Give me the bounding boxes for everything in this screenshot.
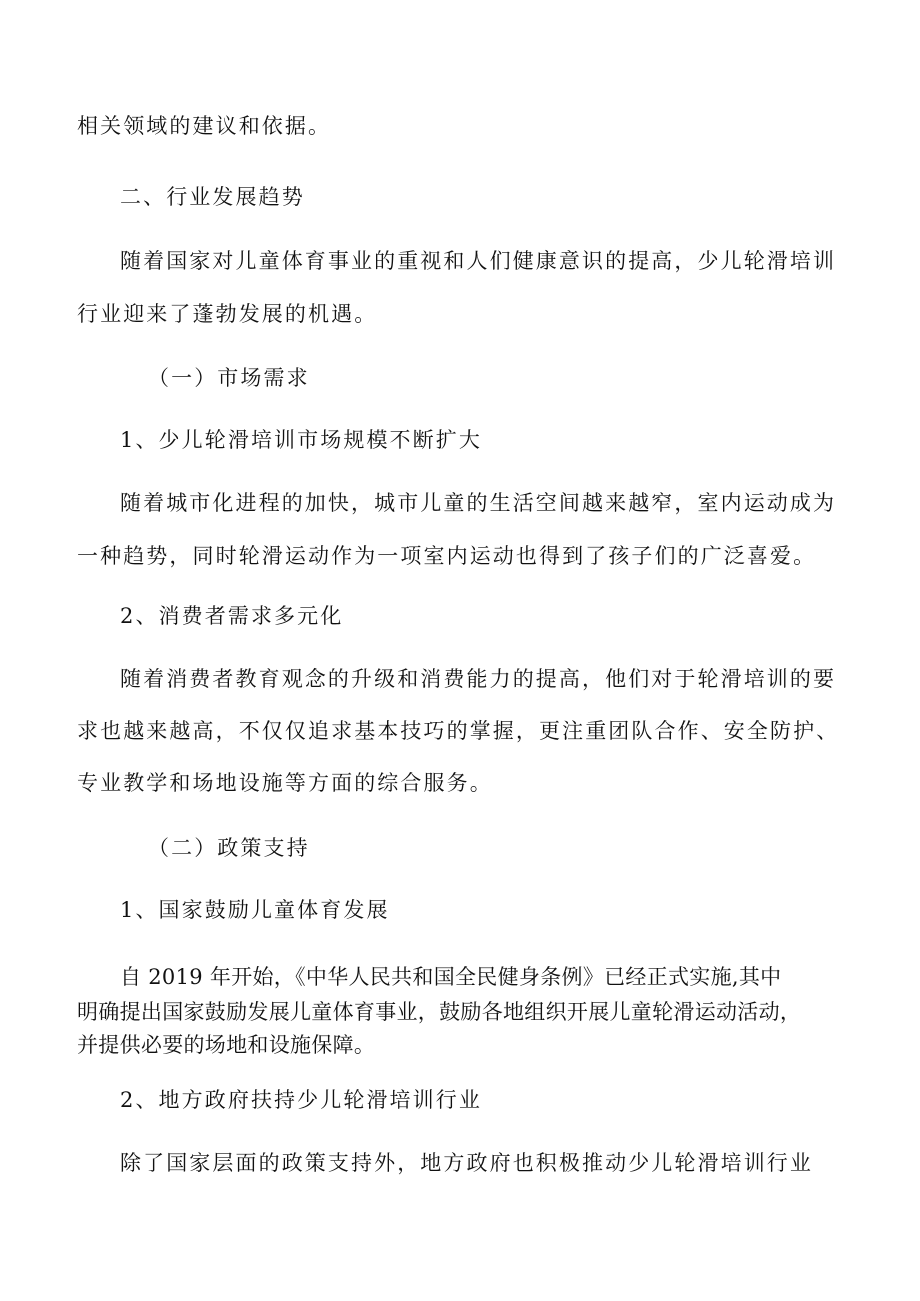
item-heading-local-government-support: 2、地方政府扶持少儿轮滑培训行业	[120, 1088, 482, 1112]
paragraph-line: 随着消费者教育观念的升级和消费能力的提高，他们对于轮滑培训的要	[120, 667, 837, 691]
item-heading-national-encouragement: 1、国家鼓励儿童体育发展	[120, 898, 390, 922]
paragraph-line: 随着国家对儿童体育事业的重视和人们健康意识的提高，少儿轮滑培训	[120, 249, 837, 273]
paragraph-line: 专业教学和场地设施等方面的综合服务。	[77, 771, 493, 795]
paragraph-line: 并提供必要的场地和设施保障。	[77, 1033, 376, 1057]
section-heading-industry-trend: 二、行业发展趋势	[120, 185, 305, 209]
paragraph-line: 自 2019 年开始，《中华人民共和国全民健身条例》已经正式实施,其中	[120, 965, 782, 989]
paragraph-line: 求也越来越高，不仅仅追求基本技巧的掌握，更注重团队合作、安全防护、	[77, 719, 840, 743]
paragraph-line: 随着城市化进程的加快，城市儿童的生活空间越来越窄，室内运动成为	[120, 491, 837, 515]
paragraph-continuation: 相关领域的建议和依据。	[77, 114, 332, 138]
item-heading-diverse-demand: 2、消费者需求多元化	[120, 604, 344, 628]
subsection-heading-policy-support: （二）政策支持	[148, 836, 310, 860]
paragraph-line: 除了国家层面的政策支持外，地方政府也积极推动少儿轮滑培训行业	[120, 1151, 813, 1175]
subsection-heading-market-demand: （一）市场需求	[148, 366, 310, 390]
item-heading-market-scale: 1、少儿轮滑培训市场规模不断扩大	[120, 428, 482, 452]
paragraph-line: 一种趋势，同时轮滑运动作为一项室内运动也得到了孩子们的广泛喜爱。	[77, 544, 817, 568]
paragraph-line: 行业迎来了蓬勃发展的机遇。	[77, 302, 378, 326]
paragraph-line: 明确提出国家鼓励发展儿童体育事业，鼓励各地组织开展儿童轮滑运动活动，	[77, 1000, 802, 1024]
